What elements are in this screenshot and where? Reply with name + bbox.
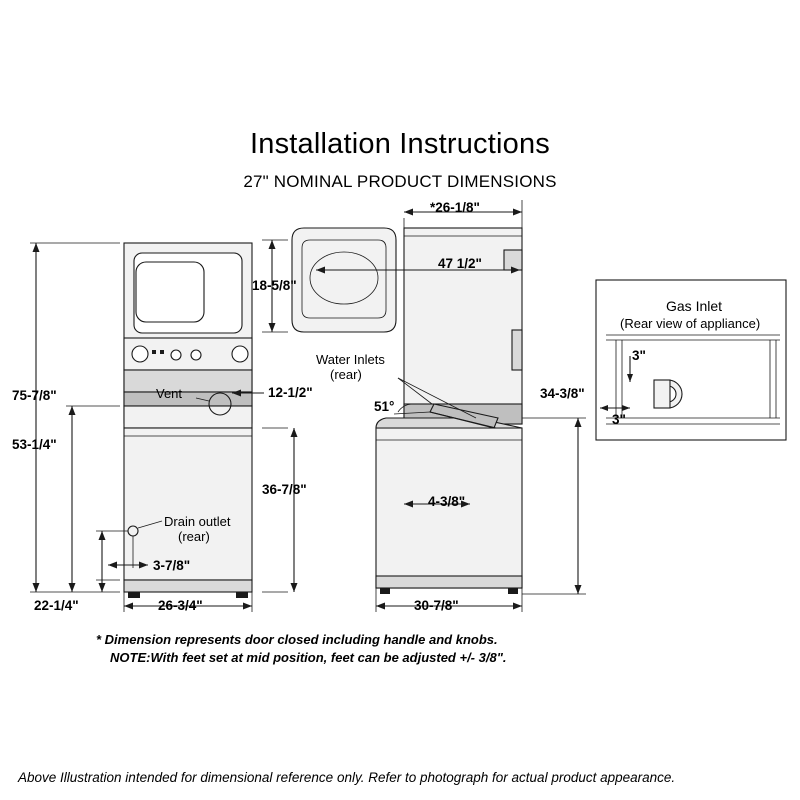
dim-lower-height: 36-7/8" [262,482,307,497]
dim-upper-height: 53-1/4" [12,437,57,452]
dim-drain-offset: 3-7/8" [153,558,191,573]
dim-front-width: 26-3/4" [158,598,203,613]
dim-base-height: 22-1/4" [34,598,79,613]
page-subtitle: 27" NOMINAL PRODUCT DIMENSIONS [243,172,557,191]
dim-vent: 12-1/2" [268,385,313,400]
label-water-inlets: Water Inlets [316,352,385,367]
note-line-2: NOTE:With feet set at mid position, feet can be adjusted +/- 3/8". [110,650,507,665]
dim-lid-open-height: 4-3/8" [428,494,466,509]
page-title: Installation Instructions [250,128,550,160]
label-drain-outlet: Drain outlet [164,514,231,529]
label-water-inlets-sub: (rear) [330,367,362,382]
note-line-1: * Dimension represents door closed including handle and knobs. [96,632,498,647]
footer-text: Above Illustration intended for dimensional reference only. Refer to photograph for actual product appearance. [18,770,676,785]
label-angle: 51° [374,399,395,414]
dim-counter-height: 34-3/8" [540,386,585,401]
gas-inlet-dim-top: 3" [632,348,646,363]
label-drain-outlet-sub: (rear) [178,529,210,544]
gas-inlet-title: Gas Inlet [666,298,723,314]
dim-overall-depth: 30-7/8" [414,598,459,613]
gas-inlet-dim-bottom: 3" [612,412,626,427]
label-vent: Vent [156,386,183,401]
dim-overall-height: 75-7/8" [12,388,57,403]
dim-top-depth: 18-5/8" [252,278,297,293]
gas-inlet-subtitle: (Rear view of appliance) [620,316,761,331]
dim-depth-star: *26-1/8" [430,200,480,215]
dim-door-open: 47 1/2" [438,256,482,271]
